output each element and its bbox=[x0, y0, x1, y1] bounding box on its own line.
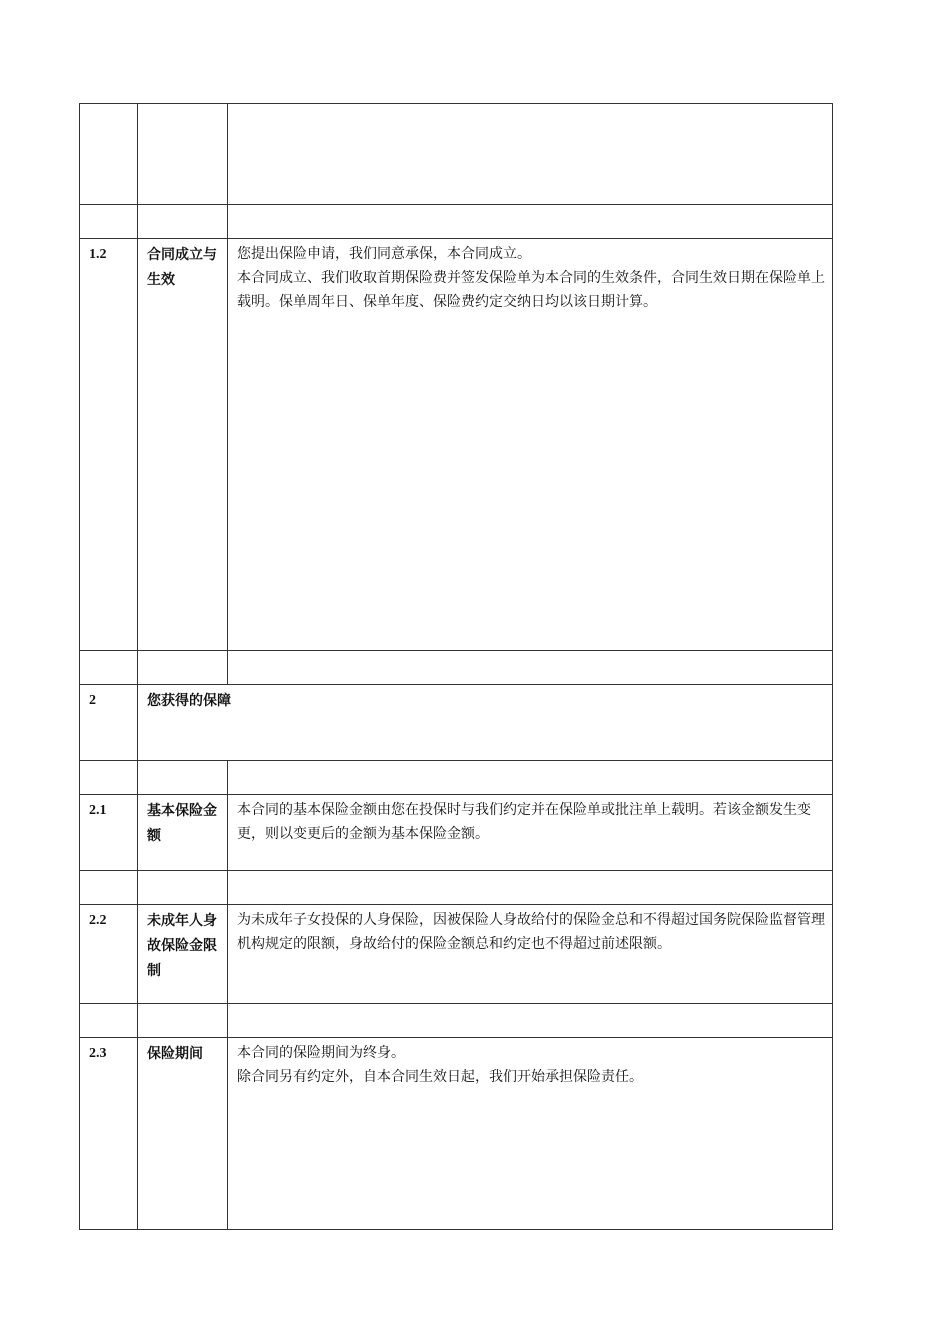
clause-number: 2.1 bbox=[80, 795, 138, 871]
cell bbox=[80, 871, 138, 905]
section-number: 2 bbox=[80, 685, 138, 761]
table-row-clause-2-1 bbox=[80, 795, 833, 871]
clause-title: 基本保险金额 bbox=[138, 795, 228, 871]
table-row-section-2 bbox=[80, 685, 833, 761]
table-row-clause-2-3 bbox=[80, 1038, 833, 1230]
cell bbox=[228, 871, 833, 905]
clause-title: 合同成立与生效 bbox=[138, 239, 228, 651]
cell bbox=[138, 651, 228, 685]
cell bbox=[80, 205, 138, 239]
cell bbox=[138, 104, 228, 205]
cell bbox=[228, 205, 833, 239]
clause-line: 为未成年子女投保的人身保险，因被保险人身故给付的保险金总和不得超过国务院保险监督管理机构规定的限额，身故给付的保险金额总和约定也不得超过前述限额。 bbox=[237, 912, 825, 952]
table-row-spacer bbox=[80, 871, 833, 905]
clause-line: 您提出保险申请，我们同意承保，本合同成立。 bbox=[237, 246, 531, 262]
cell bbox=[138, 205, 228, 239]
cell bbox=[228, 104, 833, 205]
clause-line: 本合同的保险期间为终身。 bbox=[237, 1045, 405, 1061]
clause-number: 1.2 bbox=[80, 239, 138, 651]
clause-number: 2.2 bbox=[80, 905, 138, 1004]
table-row-spacer bbox=[80, 1004, 833, 1038]
table-row-spacer bbox=[80, 205, 833, 239]
cell bbox=[80, 104, 138, 205]
clause-line: 本合同成立、我们收取首期保险费并签发保险单为本合同的生效条件，合同生效日期在保险单上载明。保单周年日、保单年度、保险费约定交纳日均以该日期计算。 bbox=[237, 270, 825, 310]
clause-body bbox=[228, 239, 833, 651]
cell bbox=[138, 1004, 228, 1038]
clause-table bbox=[79, 103, 833, 1230]
cell bbox=[80, 761, 138, 795]
table-row-clause-2-2 bbox=[80, 905, 833, 1004]
clause-title: 未成年人身故保险金限制 bbox=[138, 905, 228, 1004]
cell bbox=[80, 651, 138, 685]
cell bbox=[228, 651, 833, 685]
cell bbox=[80, 1004, 138, 1038]
clause-body bbox=[228, 795, 833, 871]
table-row-blank-top bbox=[80, 104, 833, 205]
table-row-spacer bbox=[80, 761, 833, 795]
clause-number: 2.3 bbox=[80, 1038, 138, 1230]
cell bbox=[138, 871, 228, 905]
table-row-clause-1-2 bbox=[80, 239, 833, 651]
cell bbox=[138, 761, 228, 795]
clause-line: 除合同另有约定外，自本合同生效日起，我们开始承担保险责任。 bbox=[237, 1069, 643, 1085]
clause-line: 本合同的基本保险金额由您在投保时与我们约定并在保险单或批注单上载明。若该金额发生变更，则以变更后的金额为基本保险金额。 bbox=[237, 802, 811, 842]
cell bbox=[228, 761, 833, 795]
cell bbox=[228, 1004, 833, 1038]
clause-title: 保险期间 bbox=[138, 1038, 228, 1230]
clause-body bbox=[228, 905, 833, 1004]
section-title: 您获得的保障 bbox=[138, 685, 833, 761]
table-row-spacer bbox=[80, 651, 833, 685]
clause-body bbox=[228, 1038, 833, 1230]
